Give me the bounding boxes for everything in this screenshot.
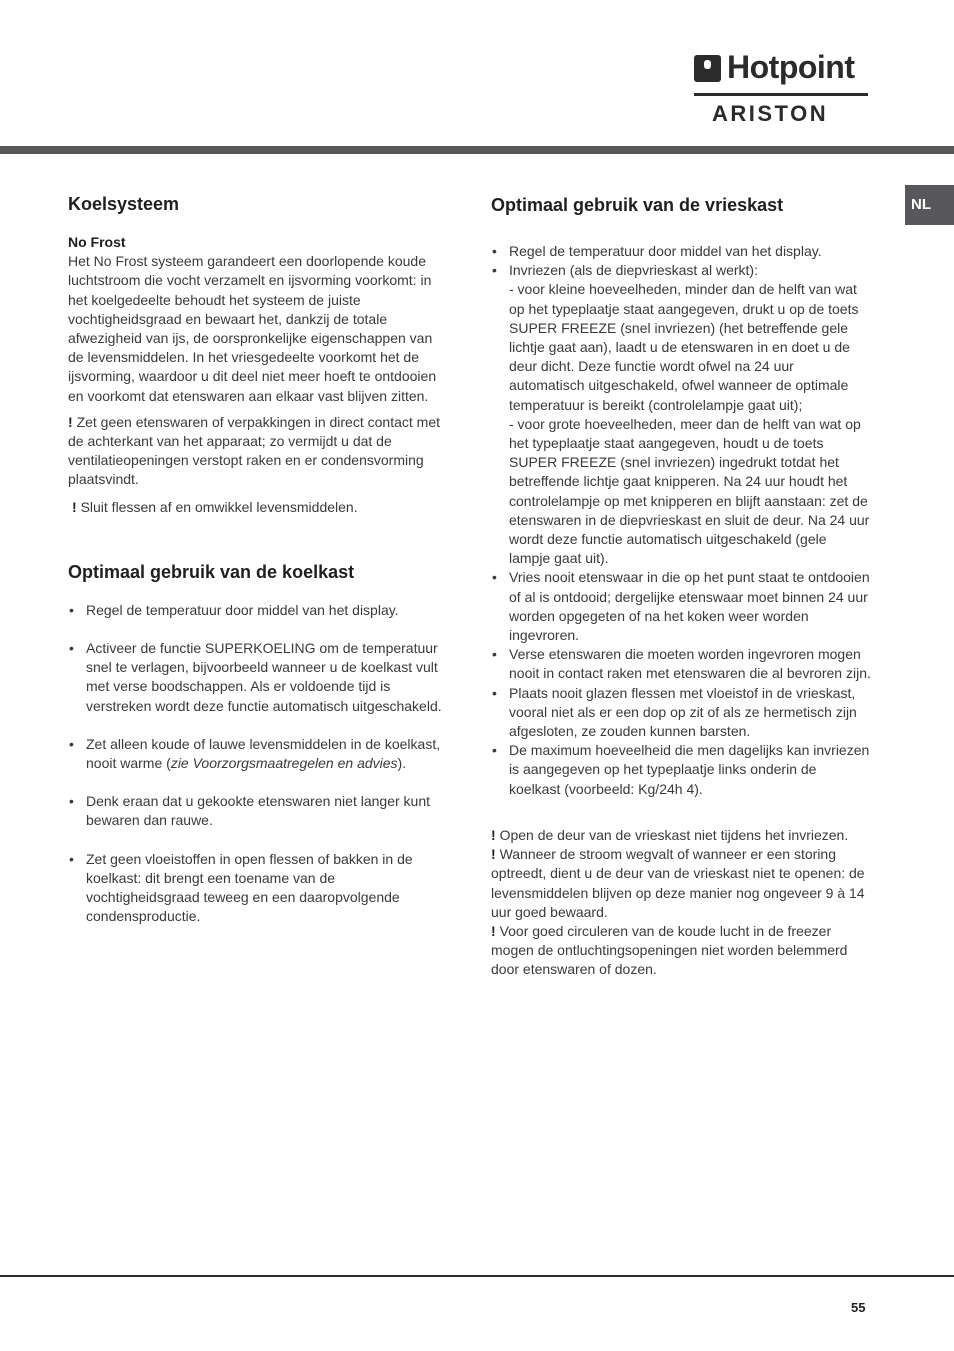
section-heading-koelkast: Optimaal gebruik van de koelkast — [68, 561, 355, 582]
list-item: • Denk eraan dat u gekookte etenswaren niet langer kunt bewaren dan rauwe. — [68, 792, 448, 830]
list-item: • Verse etenswaren die moeten worden ingevroren mogen nooit in contact raken met etenswaren die al bevroren zijn. — [491, 645, 871, 683]
list-item: • Regel de temperatuur door middel van het display. — [68, 601, 448, 620]
brand-logo — [694, 49, 868, 126]
section-heading-vrieskast: Optimaal gebruik van de vrieskast — [491, 195, 784, 215]
list-item: • De maximum hoeveelheid die men dagelijks kan invriezen is aangegeven op het typeplaatje links onderin de koelkast (voorbeeld: Kg/24h 4). — [491, 741, 871, 799]
vrieskast-tips-list — [491, 242, 871, 799]
list-item-detail: - voor kleine hoeveelheden, minder dan de helft van wat op het typeplaatje staat aangegeven, drukt u op de toets SUPER FREEZE (snel invriezen) (het betreffende gele lichtje gaat aan), laadt u de etenswaren in en doet u de deur dicht. Deze functie wordt ofwel na 24 uur automatisch uitgeschakeld, ofwel wanneer de optimale temperatuur is bereikt (controlelampje gaat uit); — [509, 281, 859, 413]
warning-icon: ! — [491, 846, 496, 863]
warning-paragraph — [68, 413, 448, 490]
left-column — [68, 193, 448, 945]
hotpoint-logo-icon — [694, 55, 721, 82]
right-column — [491, 194, 871, 980]
list-item-title: • Invriezen (als de diepvrieskast al werkt): — [509, 262, 758, 279]
footer-rule — [0, 1275, 954, 1277]
warning-paragraph — [491, 845, 871, 922]
list-item: • Activeer de functie SUPERKOELING om de temperatuur snel te verlagen, bijvoorbeeld wanneer u de koelkast vult met verse boodschappen. Als er voldoende tijd is verstreken wordt deze functie automatisch uitgeschakeld. — [68, 639, 448, 716]
list-item: • Plaats nooit glazen flessen met vloeistof in de vrieskast, vooral niet als er een dop op zit of als ze hermetisch zijn afgesloten, ze zouden kunnen barsten. — [491, 684, 871, 742]
brand-name: Hotpoint — [727, 49, 855, 85]
list-item — [491, 261, 871, 568]
warning-paragraph — [491, 826, 871, 845]
subheading-no-frost: No Frost — [68, 234, 126, 250]
warning-icon: ! — [68, 413, 73, 430]
warning-icon: ! — [491, 922, 496, 939]
cross-reference: zie Voorzorgsmaatregelen en advies — [170, 755, 398, 772]
warning-icon: ! — [72, 498, 77, 515]
warning-text: Voor goed circuleren van de koude lucht in de freezer mogen de ontluchtingsopeningen niet worden belemmerd door etenswaren of dozen. — [491, 922, 848, 978]
list-item-detail: - voor grote hoeveelheden, meer dan de helft van wat op het typeplaatje staat aangegeven, houdt u de toets SUPER FREEZE (snel invriezen) ingedrukt totdat het betreffende lichtje gaat knipperen. Na 24 uur houdt het controlelampje op met knipperen en blijft aanstaan: zet de etenswaren in de diepvrieskast en sluit de deur. Na 24 uur wordt deze functie automatisch uitgeschakeld (gele lampje gaat uit). — [509, 415, 870, 567]
warning-paragraph — [68, 498, 448, 517]
warning-text: Zet geen etenswaren of verpakkingen in direct contact met de achterkant van het apparaat; zo vermijdt u dat de ventilatieopeningen verstopt raken en er condensvorming plaatsvindt. — [68, 413, 440, 488]
header-bar — [0, 146, 954, 154]
warning-text: Sluit flessen af en omwikkel levensmiddelen. — [80, 498, 358, 515]
warning-paragraph — [491, 922, 871, 980]
brand-subname: ARISTON — [712, 101, 829, 126]
language-tab: NL — [905, 185, 954, 225]
list-item: • Regel de temperatuur door middel van het display. — [491, 242, 871, 261]
koelkast-tips-list — [68, 601, 448, 927]
warning-text: Wanneer de stroom wegvalt of wanneer er een storing optreedt, dient u de deur van de vrieskast niet te openen: de levensmiddelen blijven op deze manier nog ongeveer 9 à 14 uur goed bewaard. — [491, 846, 865, 920]
page-number: 55 — [851, 1300, 866, 1315]
list-item: • Vries nooit etenswaar in die op het punt staat te ontdooien of al is ontdooid; dergelijke etenswaar moet binnen 24 uur worden opgegeten of na het koken weer worden ingevroren. — [491, 568, 871, 645]
logo-divider — [694, 93, 868, 96]
list-item: • Zet alleen koude of lauwe levensmiddelen in de koelkast, nooit warme (zie Voorzorgsmaatregelen en advies). — [68, 735, 448, 773]
list-item: • Zet geen vloeistoffen in open flessen of bakken in de koelkast: dit brengt een toename van de vochtigheidsgraad teweeg en een daaropvolgende condensproductie. — [68, 850, 448, 927]
warning-icon: ! — [491, 826, 496, 843]
section-heading-koelsysteem: Koelsysteem — [68, 194, 180, 214]
no-frost-paragraph: Het No Frost systeem garandeert een doorlopende koude luchtstroom die vocht verzamelt en ijsvorming voorkomt: in het koelgedeelte behoudt het systeem de juiste vochtigheidsgraad en bewaart het, dankzij de totale afwezigheid van ijs, de oorspronkelijke eigenschappen van de levensmiddelen. In het vriesgedeelte voorkomt het de ijsvorming, waardoor u dit deel niet meer hoeft te ontdooien en voorkomt dat etenswaren aan elkaar vast blijven zitten. — [68, 253, 437, 404]
warning-text: Open de deur van de vrieskast niet tijdens het invriezen. — [499, 826, 849, 843]
